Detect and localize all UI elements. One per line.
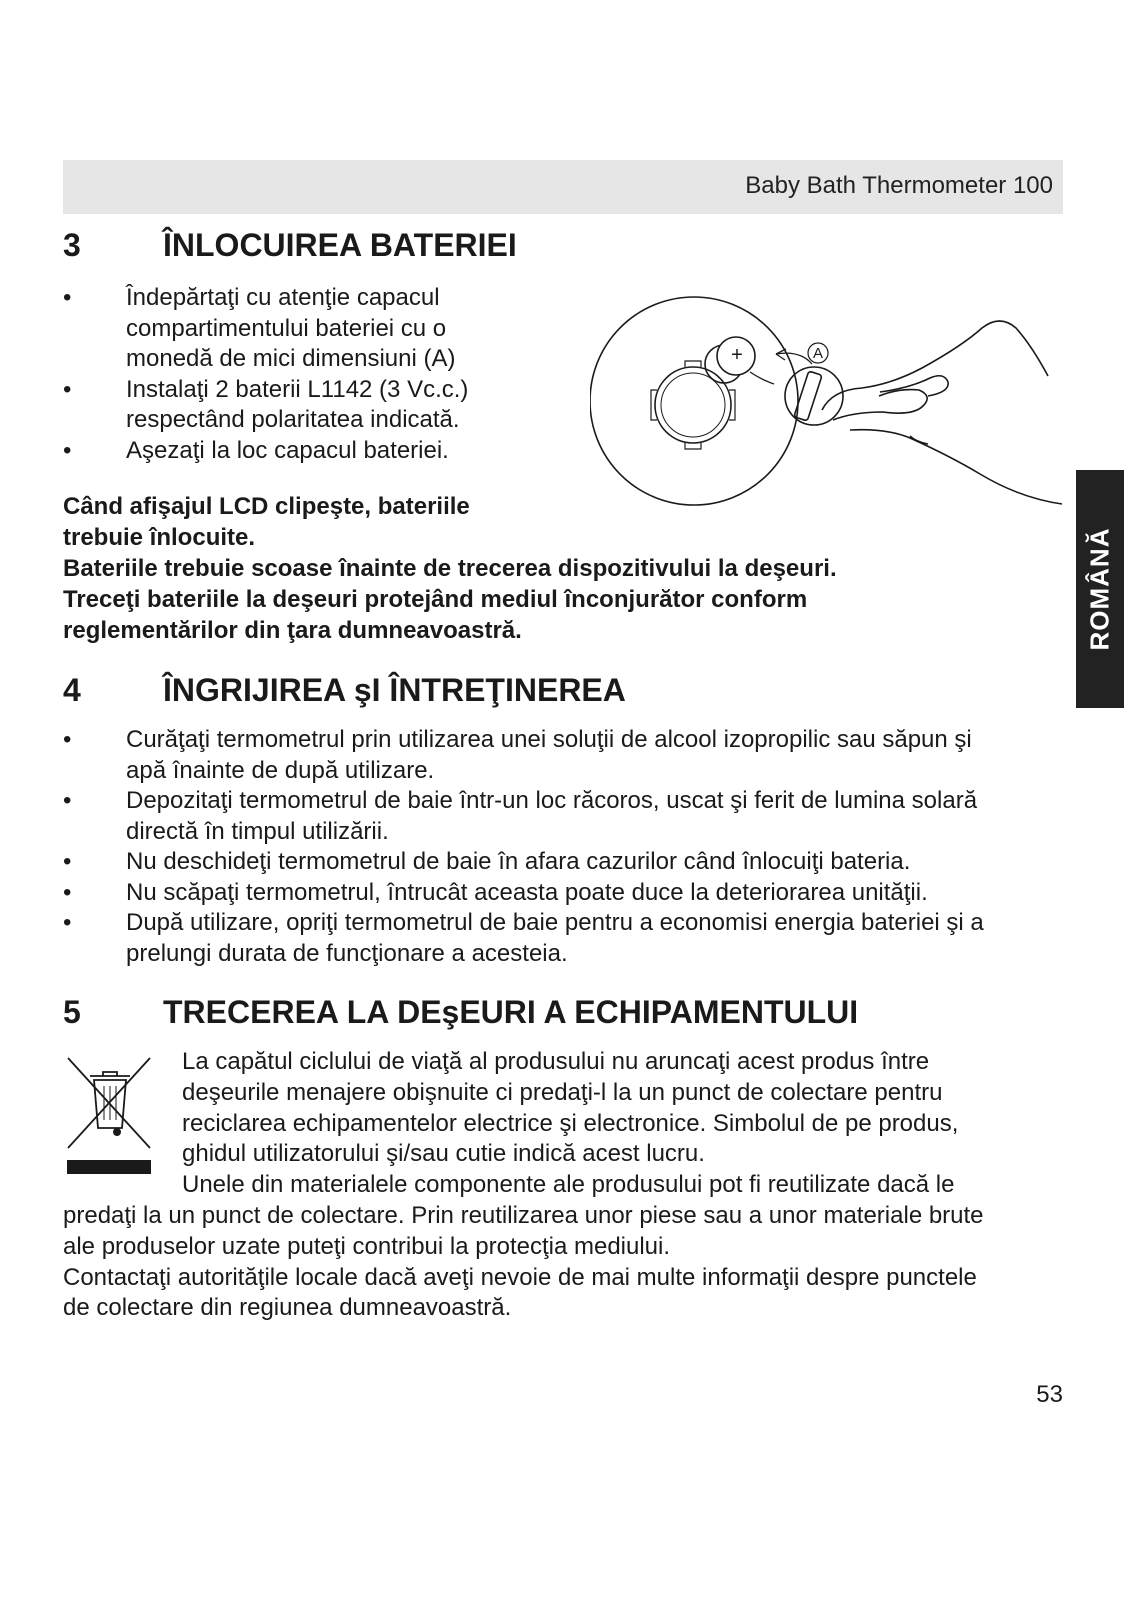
battery-replacement-illustration [590, 290, 1070, 520]
line: Treceţi bateriile la deşeuri protejând mediul înconjurător conform [63, 586, 808, 613]
line: ale produselor uzate puteţi contribui la protecţia mediului. [63, 1232, 671, 1260]
section-title: ÎNGRIJIREA şI ÎNTREŢINEREA [163, 672, 626, 708]
line: La capătul ciclului de viaţă al produsului nu aruncaţi acest produs între [182, 1048, 930, 1075]
list-item [63, 786, 1073, 847]
line: trebuie înlocuite. [63, 524, 256, 551]
line: prelungi durata de funcţionare a acesteia. [126, 939, 568, 967]
line: apă înainte de după utilizare. [126, 756, 435, 784]
section-5-heading [63, 993, 858, 1031]
list-item [63, 878, 1073, 909]
line: Instalaţi 2 baterii L1142 (3 Vc.c.) [126, 375, 469, 403]
bullet: • [63, 375, 72, 403]
line: monedă de mici dimensiuni (A) [126, 345, 456, 372]
line: Unele din materialele componente ale produsului pot fi reutilizate dacă le [182, 1171, 955, 1199]
line: Aşezaţi la loc capacul bateriei. [126, 436, 449, 464]
line: de colectare din regiunea dumneavoastră. [63, 1294, 512, 1322]
list-item [63, 375, 623, 436]
list-item [63, 283, 623, 375]
bullet: • [63, 284, 72, 311]
line: directă în timpul utilizării. [126, 817, 389, 845]
bullet: • [63, 436, 72, 464]
line: Când afişajul LCD clipeşte, bateriile [63, 493, 470, 520]
polarity-sign: + [731, 344, 743, 366]
language-tab [1076, 470, 1124, 708]
section-title: ÎNLOCUIREA BATERIEI [163, 227, 517, 263]
list-item [63, 436, 623, 467]
bullet: • [63, 848, 72, 875]
bullet: • [63, 878, 72, 906]
line: Contactaţi autorităţile locale dacă aveţi nevoie de mai multe informaţii despre punctele [63, 1263, 977, 1291]
list-item [63, 725, 1073, 786]
line: reciclarea echipamentelor electrice şi electronice. Simbolul de pe produs, [182, 1109, 959, 1137]
line: reglementărilor din ţara dumneavoastră. [63, 617, 522, 644]
line: Bateriile trebuie scoase înainte de trecerea dispozitivului la deşeuri. [63, 555, 837, 582]
bullet: • [63, 909, 72, 936]
line: Curăţaţi termometrul prin utilizarea unei soluţii de alcool izopropilic sau săpun şi [126, 726, 972, 753]
page-number: 53 [1036, 1381, 1063, 1408]
figure-label-a: A [812, 345, 824, 362]
line: Nu deschideţi termometrul de baie în afara cazurilor când înlocuiţi bateria. [126, 848, 911, 875]
line: După utilizare, opriţi termometrul de baie pentru a economisi energia bateriei şi a [126, 909, 984, 936]
weee-crossed-bin-icon [66, 1056, 152, 1180]
thermometer-body-outline [590, 297, 798, 505]
battery-coin-icon [705, 337, 755, 383]
line: respectând polaritatea indicată. [126, 406, 460, 433]
hand-icon [822, 321, 1062, 504]
arrow-icon [776, 353, 812, 364]
line: Depozitaţi termometrul de baie într-un loc răcoros, uscat şi ferit de lumina solară [126, 787, 978, 814]
disposal-text-indented [182, 1047, 1062, 1201]
list-item [63, 847, 1073, 878]
section-3-heading [63, 226, 517, 264]
line: compartimentului bateriei cu o [126, 314, 447, 342]
battery-compartment [655, 367, 731, 443]
line: Nu scăpaţi termometrul, întrucât aceasta poate duce la deteriorarea unităţii. [126, 878, 928, 906]
line: predaţi la un punct de colectare. Prin reutilizarea unor piese sau a unor materiale brute [63, 1202, 984, 1229]
battery-steps-list [63, 283, 623, 466]
disposal-text [63, 1201, 1073, 1324]
line: ghidul utilizatorului şi/sau cutie indică acest lucru. [182, 1140, 705, 1168]
section-number: 3 [63, 227, 81, 263]
line: deşeurile menajere obişnuite ci predaţi-l la un punct de colectare pentru [182, 1078, 943, 1106]
line: Îndepărtaţi cu atenţie capacul [126, 284, 440, 311]
section-title: TRECEREA LA DEşEURI A ECHIPAMENTULUI [163, 994, 859, 1030]
header-title: Baby Bath Thermometer 100 [745, 172, 1053, 199]
section-number: 5 [63, 994, 81, 1030]
battery-warning-note [63, 491, 837, 646]
section-4-heading [63, 671, 626, 709]
list-item [63, 908, 1073, 969]
bullet: • [63, 787, 72, 814]
section-number: 4 [63, 672, 81, 708]
bullet: • [63, 726, 72, 753]
care-instructions-list [63, 725, 1073, 969]
header-bar [63, 160, 1063, 214]
language-tab-label: ROMÂNĂ [1084, 527, 1115, 651]
